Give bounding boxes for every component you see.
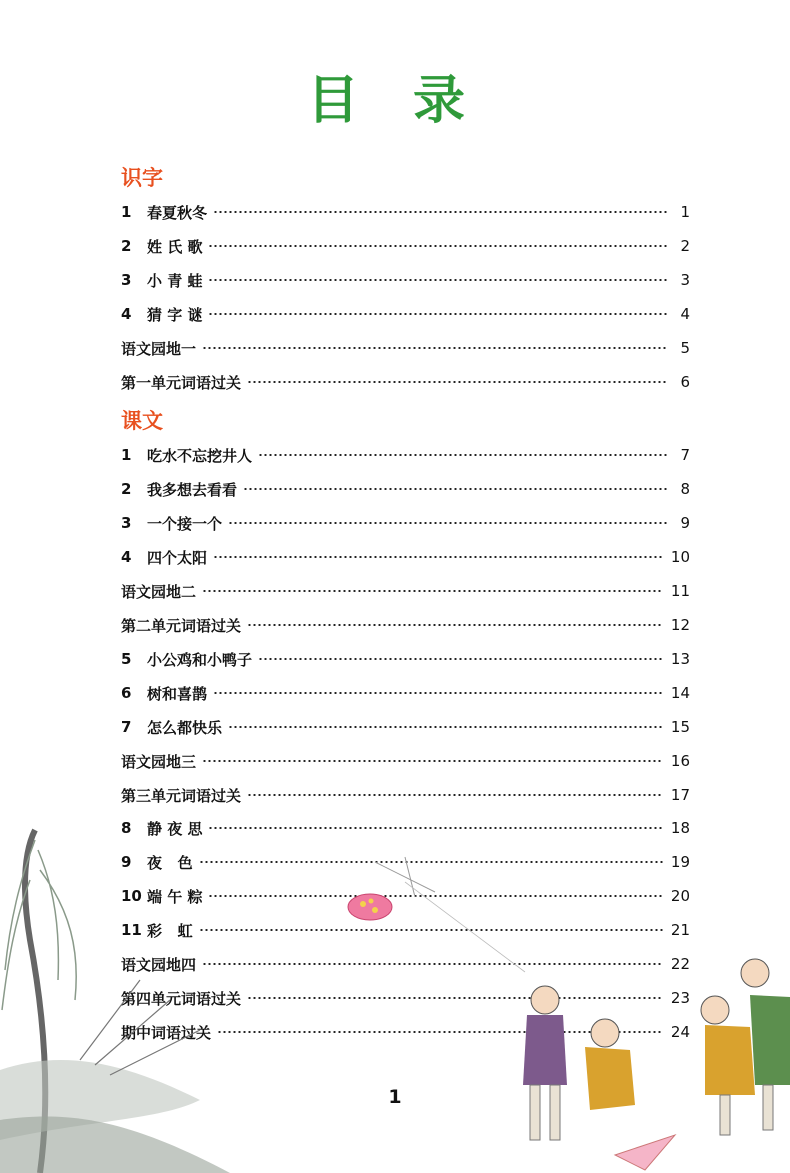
toc-entry-number: 5: [121, 650, 132, 668]
toc-entry[interactable]: [121, 370, 690, 394]
toc-entry[interactable]: [121, 783, 690, 807]
dot-leader: [213, 211, 668, 213]
toc-entry-title: 树和喜鹊: [147, 684, 208, 703]
toc-entry-page: 11: [670, 582, 690, 600]
toc-entry-title: 第二单元词语过关: [121, 616, 242, 635]
dot-leader: [202, 590, 663, 592]
toc-entry-title: 我多想去看看: [147, 480, 238, 499]
toc-entry-number: 9: [121, 853, 132, 871]
toc-entry-title: 第四单元词语过关: [121, 989, 242, 1008]
toc-entry-page: 24: [670, 1023, 690, 1041]
toc-entry-title: 猜 字 谜: [147, 305, 203, 324]
toc-entry-page: 10: [670, 548, 690, 566]
toc-entry-page: 18: [670, 819, 690, 837]
toc-entry-title: 静 夜 思: [147, 819, 203, 838]
dot-leader: [208, 827, 662, 829]
toc-entry-number: 2: [121, 480, 132, 498]
toc-entry[interactable]: [121, 200, 690, 224]
toc-entry-number: 3: [121, 514, 132, 532]
toc-entry-page: 5: [680, 339, 690, 357]
toc-entry[interactable]: [121, 613, 690, 637]
toc-entry-number: 2: [121, 237, 132, 255]
toc-entry[interactable]: [121, 268, 690, 292]
toc-entry[interactable]: [121, 477, 690, 501]
dot-leader: [213, 556, 663, 558]
toc-entry-number: 4: [121, 548, 132, 566]
dot-leader: [258, 454, 668, 456]
page-number: 1: [388, 1086, 402, 1108]
page-title: 目 录: [306, 71, 484, 131]
toc-entry-page: 6: [680, 373, 690, 391]
toc-entry-number: 3: [121, 271, 132, 289]
toc-entry[interactable]: [121, 681, 690, 705]
dot-leader: [208, 313, 668, 315]
toc-entry-page: 7: [680, 446, 690, 464]
toc-entry-page: 16: [670, 752, 690, 770]
toc-entry-number: 7: [121, 718, 132, 736]
willow-illustration: [0, 820, 240, 1173]
dot-leader: [243, 488, 668, 490]
toc-entry[interactable]: [121, 715, 690, 739]
dot-leader: [247, 624, 663, 626]
toc-entry-title: 夜 色: [147, 853, 193, 872]
toc-entry[interactable]: [121, 234, 690, 258]
toc-entry-page: 15: [670, 718, 690, 736]
toc-entry-page: 4: [680, 305, 690, 323]
toc-entry[interactable]: [121, 302, 690, 326]
toc-entry-number: 4: [121, 305, 132, 323]
toc-entry-page: 3: [680, 271, 690, 289]
children-playing-illustration: [505, 955, 790, 1173]
toc-entry-number: 10: [121, 887, 142, 905]
toc-entry-title: 端 午 粽: [147, 887, 203, 906]
toc-entry[interactable]: [121, 443, 690, 467]
toc-entry[interactable]: [121, 545, 690, 569]
dot-leader: [247, 794, 663, 796]
toc-entry-page: 1: [680, 203, 690, 221]
toc-entry-number: 1: [121, 203, 132, 221]
toc-entry-page: 20: [670, 887, 690, 905]
section-heading-kewen: 课文: [121, 409, 163, 433]
toc-entry-number: 6: [121, 684, 132, 702]
section-heading-shizi: 识字: [121, 166, 163, 190]
toc-entry-page: 9: [680, 514, 690, 532]
dot-leader: [208, 245, 668, 247]
toc-entry-page: 19: [670, 853, 690, 871]
toc-entry-title: 语文园地三: [121, 752, 197, 771]
toc-entry-title: 语文园地二: [121, 582, 197, 601]
toc-entry-number: 1: [121, 446, 132, 464]
dot-leader: [228, 522, 668, 524]
dot-leader: [213, 692, 663, 694]
toc-entry-title: 春夏秋冬: [147, 203, 208, 222]
toc-entry-title: 语文园地一: [121, 339, 197, 358]
toc-entry-title: 吃水不忘挖井人: [147, 446, 253, 465]
toc-entry-title: 第一单元词语过关: [121, 373, 242, 392]
toc-entry[interactable]: [121, 511, 690, 535]
toc-entry-page: 14: [670, 684, 690, 702]
toc-entry-title: 小公鸡和小鸭子: [147, 650, 253, 669]
dot-leader: [228, 726, 663, 728]
toc-entry[interactable]: [121, 579, 690, 603]
dot-leader: [202, 347, 668, 349]
toc-entry-page: 12: [670, 616, 690, 634]
toc-entry-title: 彩 虹: [147, 921, 193, 940]
toc-entry-page: 17: [670, 786, 690, 804]
toc-entry-title: 语文园地四: [121, 955, 197, 974]
toc-entry[interactable]: [121, 336, 690, 360]
toc-entry-title: 一个接一个: [147, 514, 223, 533]
toc-entry-number: 11: [121, 921, 142, 939]
toc-entry-title: 四个太阳: [147, 548, 208, 567]
dot-leader: [202, 760, 663, 762]
dot-leader: [208, 279, 668, 281]
toc-entry-title: 期中词语过关: [121, 1023, 212, 1042]
toc-entry-page: 8: [680, 480, 690, 498]
toc-entry-page: 23: [670, 989, 690, 1007]
toc-entry[interactable]: [121, 749, 690, 773]
toc-entry-page: 21: [670, 921, 690, 939]
toc-entry-title: 姓 氏 歌: [147, 237, 203, 256]
toc-entry[interactable]: [121, 647, 690, 671]
toc-entry-page: 2: [680, 237, 690, 255]
toc-entry-title: 怎么都快乐: [147, 718, 223, 737]
toc-entry-number: 8: [121, 819, 132, 837]
toc-entry-title: 小 青 蛙: [147, 271, 203, 290]
toc-entry-page: 13: [670, 650, 690, 668]
dot-leader: [247, 381, 668, 383]
toc-entry-page: 22: [670, 955, 690, 973]
dot-leader: [258, 658, 663, 660]
toc-entry-title: 第三单元词语过关: [121, 786, 242, 805]
